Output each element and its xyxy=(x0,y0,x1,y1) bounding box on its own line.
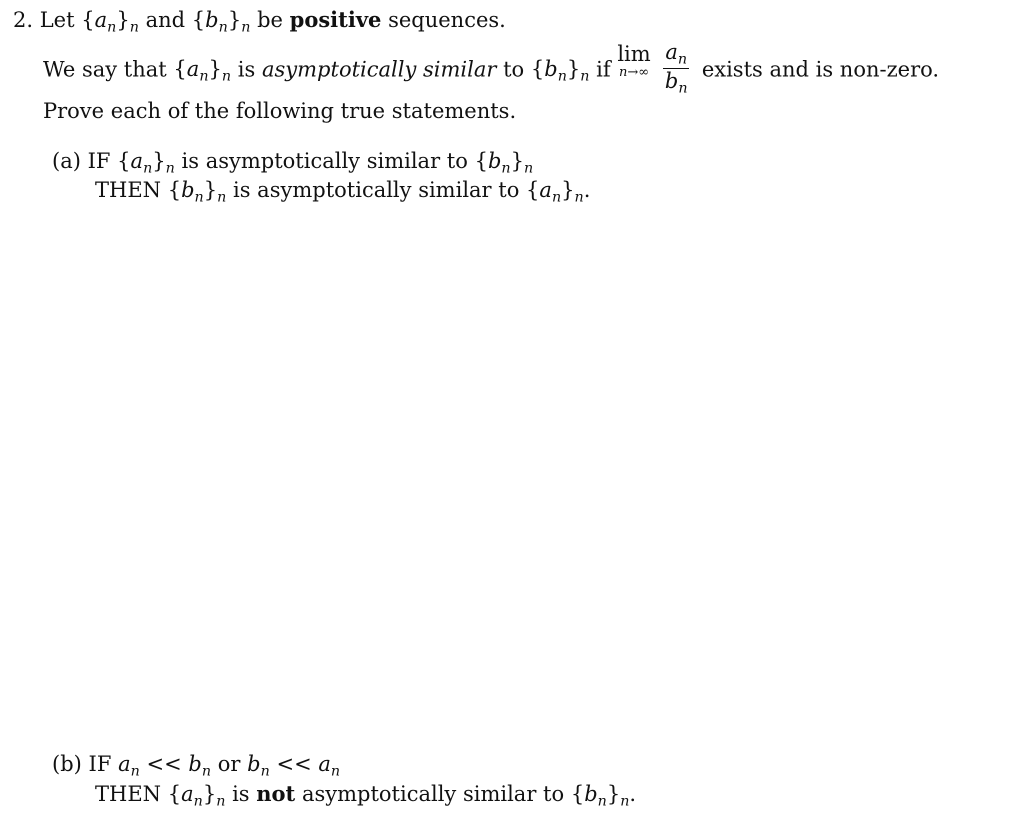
text-or: or xyxy=(217,752,241,776)
fraction-a-over-b: $\frac{a_n}{b_n}$ xyxy=(664,40,688,97)
definition-line xyxy=(43,40,940,98)
text-sequences: sequences. xyxy=(388,8,506,32)
text-let: Let xyxy=(39,8,75,32)
much-less-operator: << xyxy=(146,752,182,776)
text-if: if xyxy=(596,57,611,82)
much-less-operator: << xyxy=(276,752,312,776)
text-is: is xyxy=(237,57,256,82)
seq-b-n: $\{b_n\}_n$ xyxy=(191,8,251,36)
seq-a-n: $\{a_n\}_n$ xyxy=(173,57,232,85)
text-we-say-that: We say that xyxy=(43,57,167,82)
term-b-n: $b_n$ xyxy=(188,752,212,780)
problem-statement-line-1 xyxy=(13,9,506,35)
lim-word: lim xyxy=(617,42,651,66)
text-then: THEN xyxy=(95,178,162,202)
seq-b-n: $\{b_n\}_n$ xyxy=(167,178,227,206)
seq-a-n: $\{a_n\}_n$ xyxy=(81,8,139,36)
text-positive: positive xyxy=(289,7,382,32)
text-not: not xyxy=(256,781,296,806)
text-to: to xyxy=(503,57,525,82)
text-exists-and-non-zero: exists and is non-zero. xyxy=(701,57,940,82)
text-be: be xyxy=(257,8,283,32)
limit-operator xyxy=(617,44,650,79)
part-b-hypothesis xyxy=(52,754,340,779)
text-if: IF xyxy=(88,752,112,776)
part-a-label: (a) xyxy=(52,149,81,173)
seq-b-n: $\{b_n\}_n$. xyxy=(570,782,637,810)
problem-number: 2. xyxy=(13,8,34,32)
lim-subscript: n→∞ xyxy=(618,65,650,80)
part-a-conclusion: THEN $\{b_n\}_n$ is asymptotically similar to $\{a_n\}_n$. xyxy=(95,178,591,206)
seq-a-n: $\{a_n\}_n$ xyxy=(167,782,226,810)
seq-b-n: $\{b_n\}_n$ xyxy=(474,149,534,177)
seq-a-n: $\{a_n\}_n$. xyxy=(526,178,591,206)
term-a-n: $a_n$ xyxy=(118,752,140,780)
seq-a-n: $\{a_n\}_n$ xyxy=(117,149,175,177)
text-and: and xyxy=(145,8,186,32)
instruction-line: Prove each of the following true statements. xyxy=(43,99,517,123)
text-asymptotically-similar: asymptotically similar xyxy=(261,57,497,82)
text-if: IF xyxy=(87,149,111,173)
part-a-hypothesis: (a) IF $\{a_n\}_n$ is asymptotically similar to $\{b_n\}_n$ xyxy=(52,149,534,177)
text-is: is xyxy=(232,782,250,806)
seq-b-n: $\{b_n\}_n$ xyxy=(530,57,590,85)
part-b-label: (b) xyxy=(52,752,82,776)
term-b-n: $b_n$ xyxy=(247,752,270,780)
term-a-n: $a_n$ xyxy=(318,752,341,780)
part-b-conclusion: THEN $\{a_n\}_n$ is not asymptotically similar to $\{b_n\}_n$. xyxy=(95,781,637,810)
text-then: THEN xyxy=(95,782,162,806)
